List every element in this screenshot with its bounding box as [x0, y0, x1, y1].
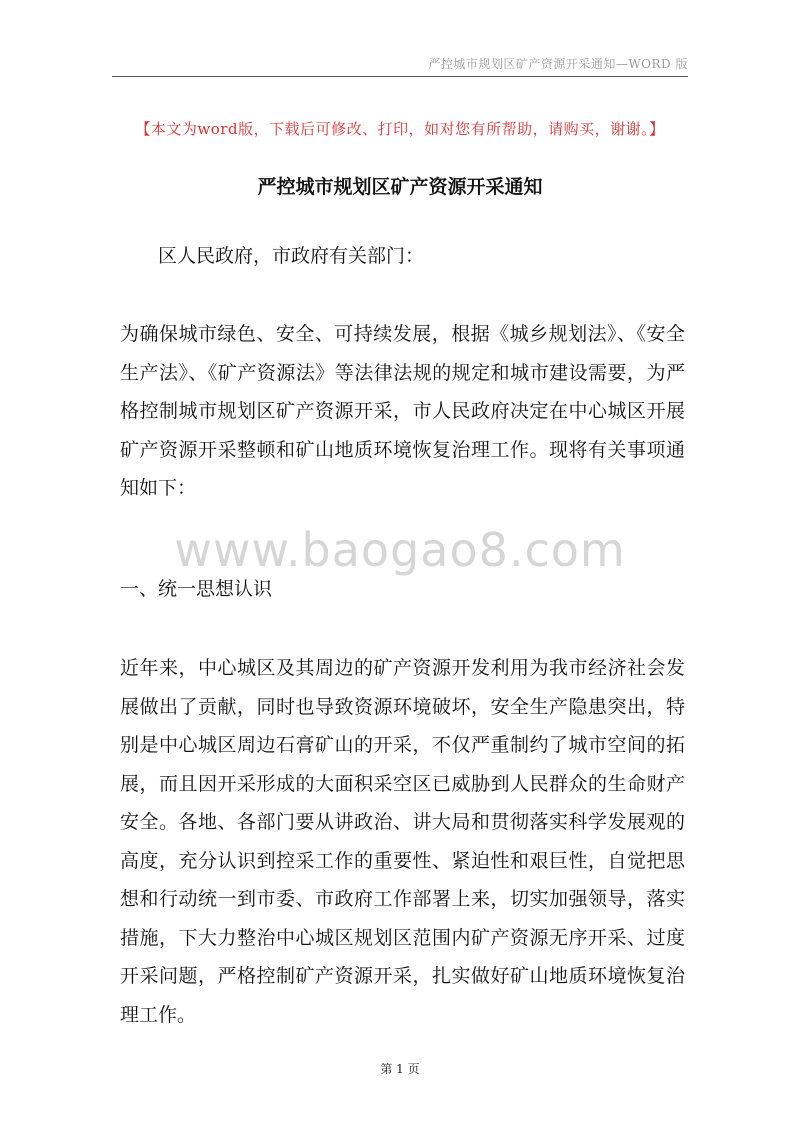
site-watermark: www.baogao8.com [174, 523, 626, 577]
purchase-notice: 【本文为word版，下载后可修改、打印，如对您有所帮助，请购买，谢谢。】 [135, 120, 665, 138]
document-title: 严控城市规划区矿产资源开采通知 [257, 176, 543, 198]
intro-paragraph: 为确保城市绿色、安全、可持续发展，根据《城乡规划法》、《安全生产法》、《矿产资源法》等法律法规的规定和城市建设需要，为严格控制城市规划区矿产资源开采，市人民政府决定在中心城区开展矿产资源开采整顿和矿山地质环境恢复治理工作。现将有关事项通知如下： [120, 323, 685, 499]
page-number: 第 1 页 [380, 1062, 420, 1076]
addressee-line: 区人民政府，市政府有关部门： [158, 245, 425, 267]
header-title: 严控城市规划区矿产资源开采通知—WORD 版 [428, 57, 688, 71]
section-1-paragraph: 近年来，中心城区及其周边的矿产资源开发利用为我市经济社会发展做出了贡献，同时也导致资源环境破坏，安全生产隐患突出，特别是中心城区周边石膏矿山的开采，不仅严重制约了城市空间的拓展，而且因开采形成的大面积采空区已威胁到人民群众的生命财产安全。各地、各部门要从讲政治、讲大局和贯彻落实科学发展观的高度，充分认识到控采工作的重要性、紧迫性和艰巨性，自觉把思想和行动统一到市委、市政府工作部署上来，切实加强领导，落实措施，下大力整治中心城区规划区范围内矿产资源无序开采、过度开采问题，严格控制矿产资源开采，扎实做好矿山地质环境恢复治理工作。 [120, 657, 685, 1026]
header-rule [112, 76, 688, 77]
section-heading-1: 一、统一思想认识 [120, 578, 273, 600]
